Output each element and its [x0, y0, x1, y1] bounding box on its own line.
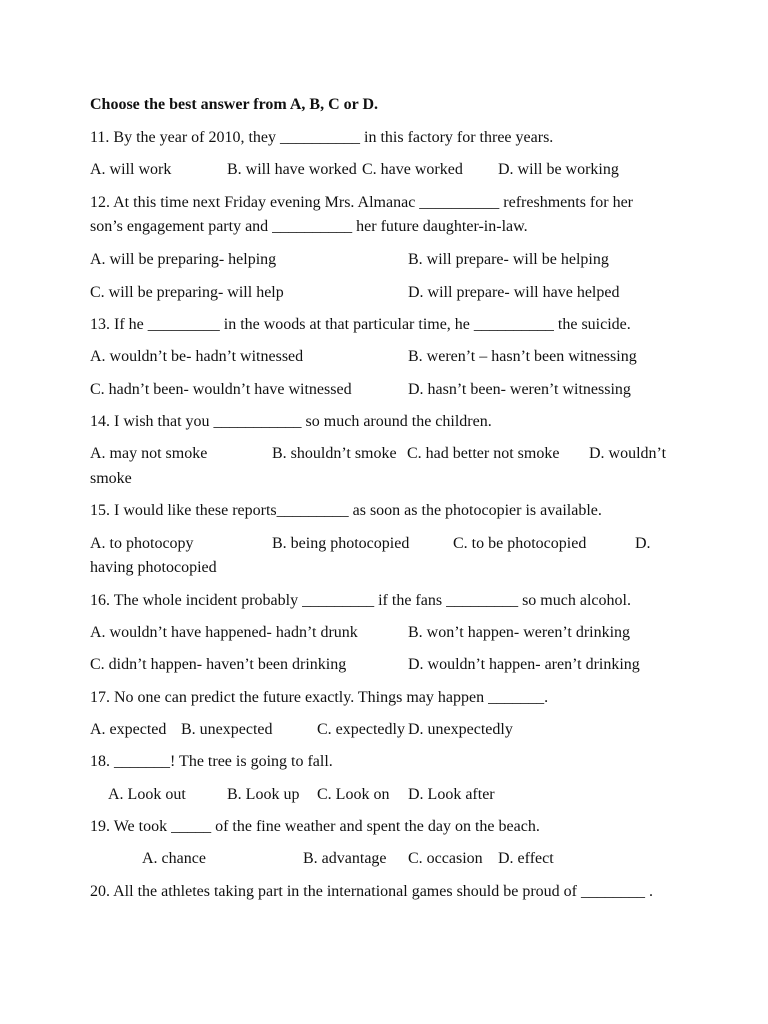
q13-option-d: D. hasn’t been- weren’t witnessing — [408, 381, 631, 398]
q16-option-c: C. didn’t happen- haven’t been drinking — [90, 656, 347, 673]
instruction-heading: Choose the best answer from A, B, C or D. — [90, 96, 378, 113]
q15-option-c: C. to be photocopied — [453, 535, 587, 552]
q14-option-a: A. may not smoke — [90, 445, 208, 462]
q15-option-d-continued: having photocopied — [90, 559, 217, 576]
q19-option-a: A. chance — [142, 850, 206, 867]
question-17-stem: 17. No one can predict the future exactly. Things may happen _______. — [90, 689, 549, 706]
q17-option-b: B. unexpected — [181, 721, 273, 738]
q16-option-b: B. won’t happen- weren’t drinking — [408, 624, 631, 641]
question-16-stem: 16. The whole incident probably _________ if the fans _________ so much alcohol. — [90, 592, 631, 609]
q12-option-c: C. will be preparing- will help — [90, 284, 284, 301]
question-12-stem-line-2: son’s engagement party and __________ her future daughter-in-law. — [90, 218, 528, 235]
question-13-stem: 13. If he _________ in the woods at that particular time, he __________ the suicide. — [90, 316, 631, 333]
question-18-stem: 18. _______! The tree is going to fall. — [90, 753, 333, 770]
q11-option-a: A. will work — [90, 161, 172, 178]
q14-option-d: D. wouldn’t — [589, 445, 667, 462]
question-12-stem-line-1: 12. At this time next Friday evening Mrs. Almanac __________ refreshments for her — [90, 194, 634, 211]
q18-option-c: C. Look on — [317, 786, 390, 803]
q12-option-a: A. will be preparing- helping — [90, 251, 277, 268]
q17-option-d: D. unexpectedly — [408, 721, 513, 738]
q13-option-b: B. weren’t – hasn’t been witnessing — [408, 348, 637, 365]
q15-option-a: A. to photocopy — [90, 535, 194, 552]
q17-option-a: A. expected — [90, 721, 167, 738]
question-19-stem: 19. We took _____ of the fine weather and spent the day on the beach. — [90, 818, 540, 835]
q11-option-d: D. will be working — [498, 161, 619, 178]
question-11-stem: 11. By the year of 2010, they __________ in this factory for three years. — [90, 129, 554, 146]
q19-option-b: B. advantage — [303, 850, 387, 867]
question-15-stem: 15. I would like these reports_________ as soon as the photocopier is available. — [90, 502, 602, 519]
q11-option-c: C. have worked — [362, 161, 463, 178]
q15-option-b: B. being photocopied — [272, 535, 410, 552]
q12-option-d: D. will prepare- will have helped — [408, 284, 620, 301]
q16-option-a: A. wouldn’t have happened- hadn’t drunk — [90, 624, 358, 641]
q18-option-a: A. Look out — [108, 786, 186, 803]
q17-option-c: C. expectedly — [317, 721, 405, 738]
question-20-stem: 20. All the athletes taking part in the international games should be proud of ________ . — [90, 883, 653, 900]
q13-option-a: A. wouldn’t be- hadn’t witnessed — [90, 348, 304, 365]
q14-option-b: B. shouldn’t smoke — [272, 445, 397, 462]
q19-option-c: C. occasion — [408, 850, 483, 867]
q14-option-c: C. had better not smoke — [407, 445, 560, 462]
q12-option-b: B. will prepare- will be helping — [408, 251, 609, 268]
q15-option-d: D. — [635, 535, 651, 552]
q11-option-b: B. will have worked — [227, 161, 357, 178]
q19-option-d: D. effect — [498, 850, 554, 867]
question-14-stem: 14. I wish that you ___________ so much around the children. — [90, 413, 492, 430]
q18-option-b: B. Look up — [227, 786, 300, 803]
q14-option-d-continued: smoke — [90, 470, 132, 487]
q16-option-d: D. wouldn’t happen- aren’t drinking — [408, 656, 640, 673]
q13-option-c: C. hadn’t been- wouldn’t have witnessed — [90, 381, 352, 398]
q18-option-d: D. Look after — [408, 786, 495, 803]
